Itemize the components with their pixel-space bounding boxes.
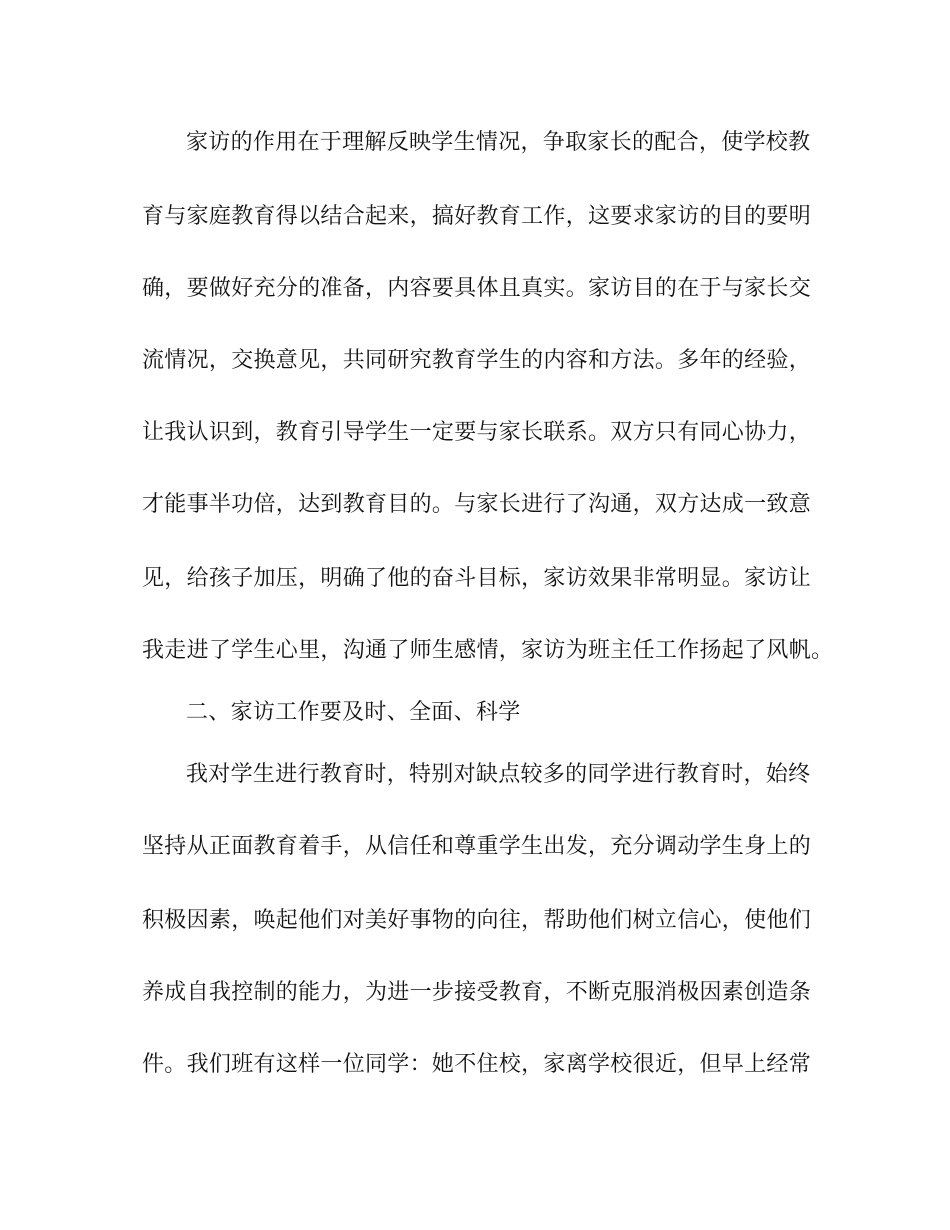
paragraph-2-line-1: 我对学生进行教育时，特别对缺点较多的同学进行教育时，始终 xyxy=(186,762,811,787)
paragraph-1-line-8: 我走进了学生心里，沟通了师生感情，家访为班主任工作扬起了风帆。 xyxy=(142,638,834,663)
paragraph-1-line-3: 确，要做好充分的准备，内容要具体且真实。家访目的在于与家长交 xyxy=(142,276,812,301)
paragraph-1-line-5: 让我认识到，教育引导学生一定要与家长联系。双方只有同心协力， xyxy=(142,420,812,445)
paragraph-2-line-5: 件。我们班有这样一位同学：她不住校，家离学校很近，但早上经常 xyxy=(142,1052,812,1077)
paragraph-1-line-1: 家访的作用在于理解反映学生情况，争取家长的配合，使学校教 xyxy=(186,130,811,155)
paragraph-2-line-2: 坚持从正面教育着手，从信任和尊重学生出发，充分调动学生身上的 xyxy=(142,834,812,859)
paragraph-1-line-6: 才能事半功倍，达到教育目的。与家长进行了沟通，双方达成一致意 xyxy=(142,492,812,517)
paragraph-1-line-2: 育与家庭教育得以结合起来，搞好教育工作，这要求家访的目的要明 xyxy=(142,204,812,229)
paragraph-1-line-4: 流情况，交换意见，共同研究教育学生的内容和方法。多年的经验， xyxy=(142,348,812,373)
section-heading: 二、家访工作要及时、全面、科学 xyxy=(186,700,521,725)
paragraph-2-line-3: 积极因素，唤起他们对美好事物的向往，帮助他们树立信心，使他们 xyxy=(142,908,812,933)
paragraph-1-line-7: 见，给孩子加压，明确了他的奋斗目标，家访效果非常明显。家访让 xyxy=(142,566,812,591)
paragraph-2-line-4: 养成自我控制的能力，为进一步接受教育，不断克服消极因素创造条 xyxy=(142,980,812,1005)
